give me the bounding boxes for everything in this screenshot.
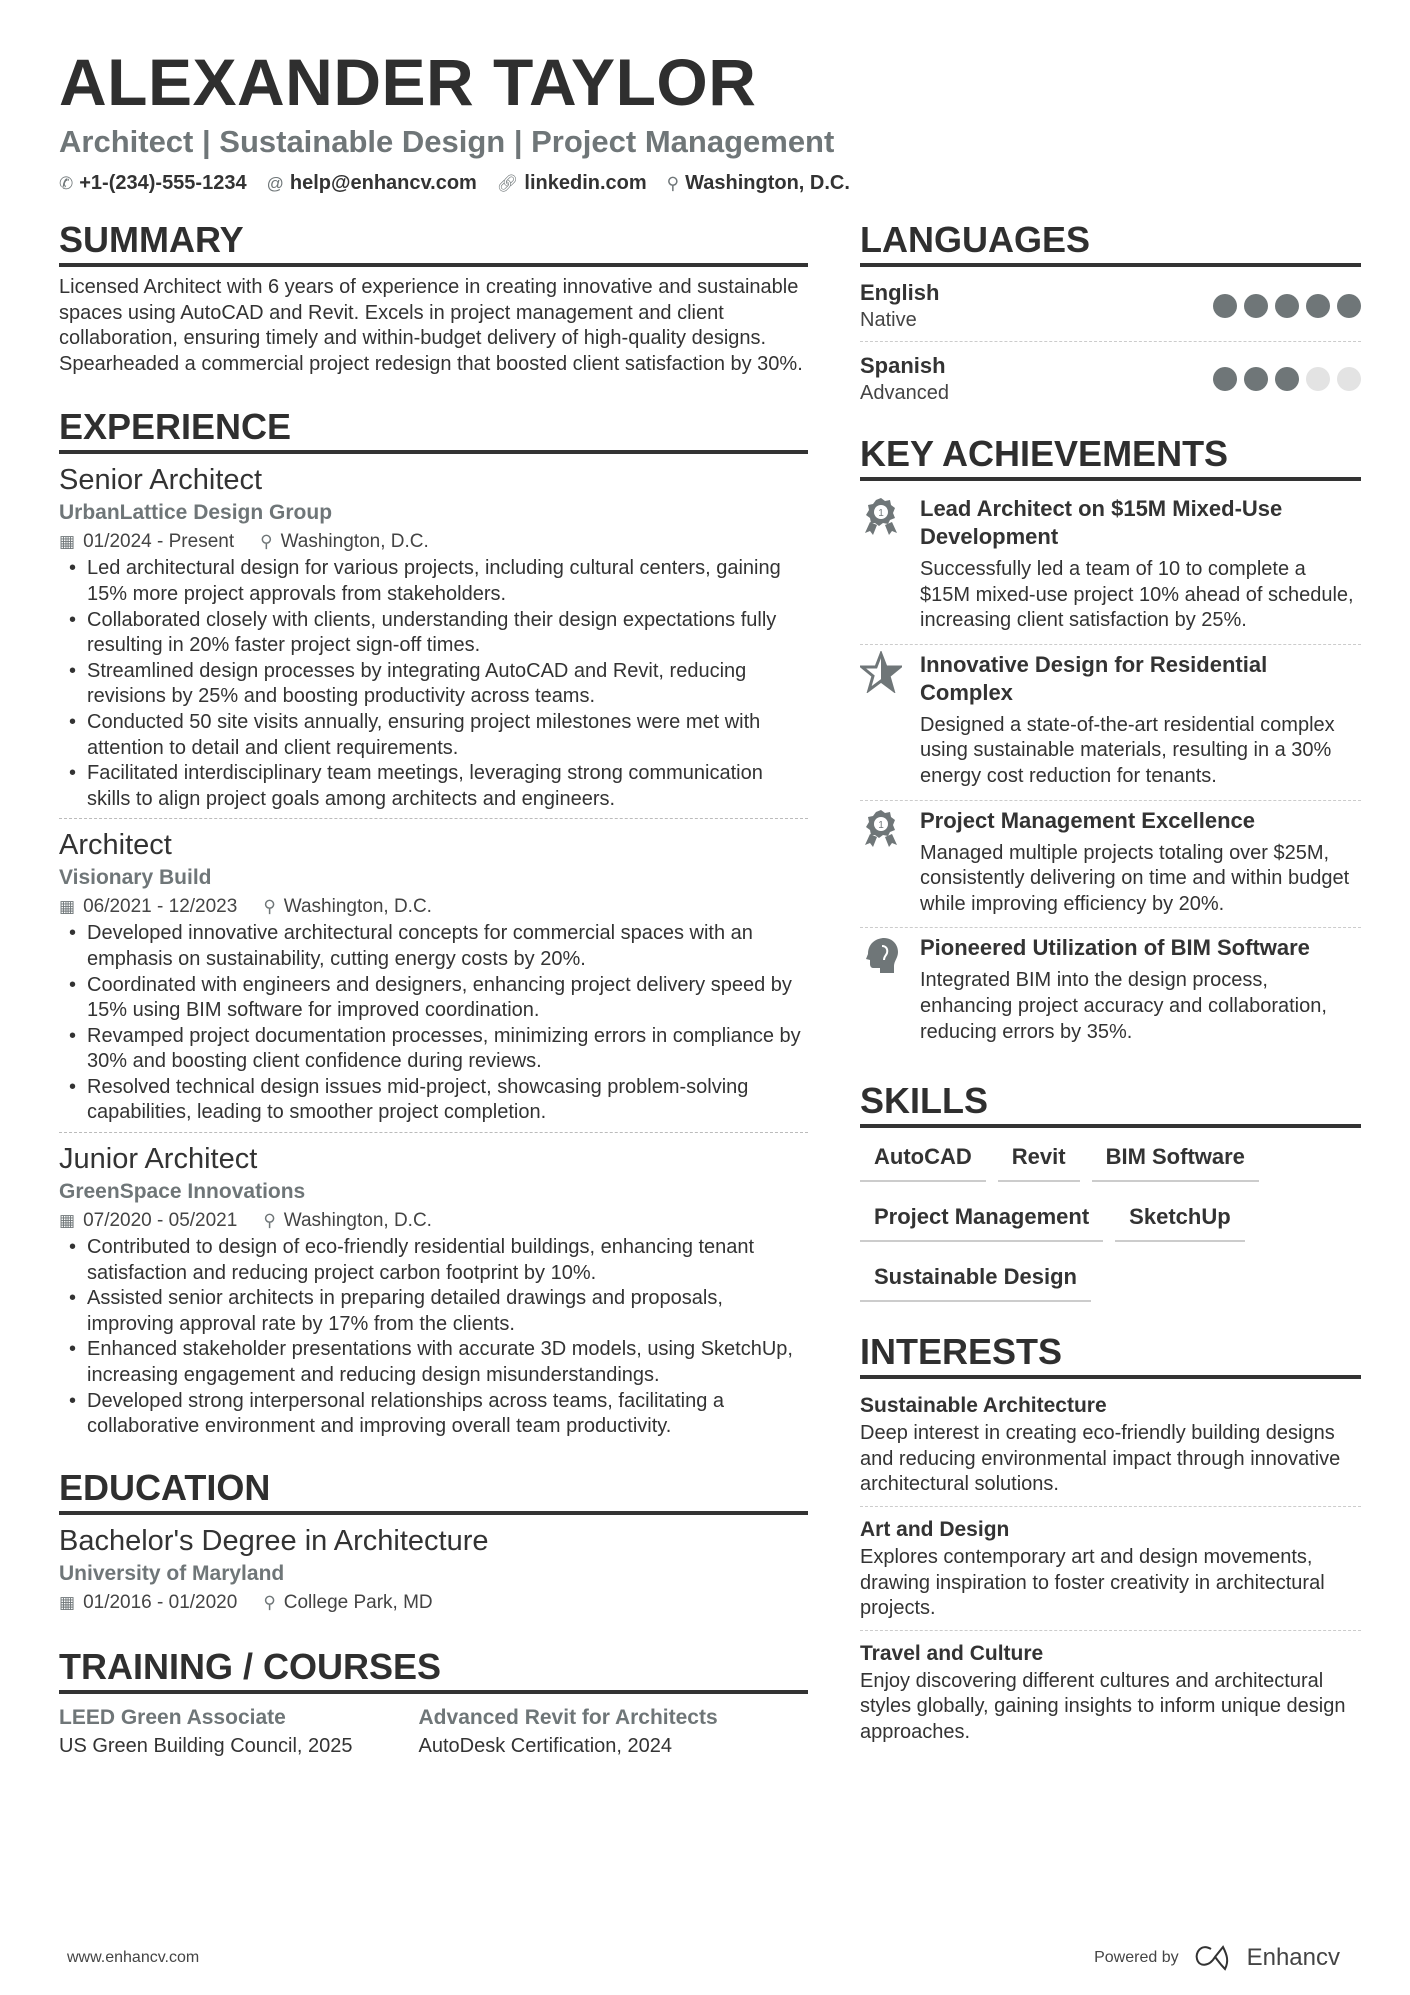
- language-name: Spanish: [860, 353, 946, 378]
- location-icon: ⚲: [263, 897, 276, 917]
- phone-icon: ✆: [59, 173, 74, 193]
- skill-tag: Revit: [998, 1136, 1080, 1182]
- interest-title: Art and Design: [860, 1517, 1010, 1541]
- course-item: [59, 1702, 353, 1760]
- interest-text: Deep interest in creating eco-friendly building designs and reducing environmental impact through innovative architectural solutions.: [860, 1422, 1341, 1496]
- rating-dot: [1244, 294, 1268, 318]
- experience-section: [59, 405, 808, 1445]
- job-title: Architect: [59, 829, 172, 862]
- location-icon: ⚲: [666, 173, 680, 193]
- training-section: [59, 1645, 808, 1760]
- job-bullets: [59, 556, 808, 812]
- brand-name: Enhancv: [1246, 1944, 1340, 1971]
- achievement-text: Designed a state-of-the-art residential complex using sustainable materials, resulting in a 30% energy cost reduction for tenants.: [920, 713, 1335, 787]
- left-column: [59, 218, 808, 1787]
- section-heading: SUMMARY: [59, 218, 808, 267]
- section-heading: KEY ACHIEVEMENTS: [860, 432, 1361, 481]
- footer: [67, 1944, 1340, 1972]
- contact-list: [59, 172, 850, 195]
- job-bullet: • Led architectural design for various projects, including cultural centers, gaining 15% more project approvals from stakeholders.: [59, 556, 808, 607]
- company-name: UrbanLattice Design Group: [59, 501, 333, 525]
- interest-item: [860, 1511, 1361, 1631]
- achievement-title: Innovative Design for Residential Complex: [920, 651, 1268, 705]
- interest-text: Enjoy discovering different cultures and architectural styles globally, gaining insights to inform unique design approaches.: [860, 1669, 1346, 1743]
- award-icon: [860, 495, 902, 634]
- candidate-title: Architect | Sustainable Design | Project Management: [59, 124, 835, 159]
- skill-tag: Project Management: [860, 1196, 1103, 1242]
- contact-phone: [59, 172, 247, 195]
- job-bullets: [59, 921, 808, 1126]
- rating-dot: [1275, 294, 1299, 318]
- job-dates: 07/2020 - 05/2021: [83, 1210, 238, 1232]
- degree: Bachelor's Degree in Architecture: [59, 1524, 489, 1557]
- interest-title: Sustainable Architecture: [860, 1394, 1107, 1418]
- achievement-item: [860, 801, 1361, 929]
- language-level: Advanced: [860, 382, 949, 404]
- achievement-text: Integrated BIM into the design process, enhancing project accuracy and collaboration, reducing errors by 35%.: [920, 969, 1327, 1043]
- job-bullet: • Developed strong interpersonal relationships across teams, facilitating a collaborative environment and improving overall team productivity.: [59, 1389, 808, 1440]
- skill-tag: AutoCAD: [860, 1136, 986, 1182]
- job-meta: [59, 1207, 808, 1235]
- job-bullet: • Streamlined design processes by integrating AutoCAD and Revit, reducing revisions by 25% and boosting productivity across teams.: [59, 659, 808, 710]
- education-location: College Park, MD: [283, 1591, 433, 1613]
- right-column: [860, 218, 1361, 1781]
- course-detail: AutoDesk Certification, 2024: [418, 1734, 672, 1757]
- language-name: English: [860, 280, 940, 305]
- job-bullet: • Coordinated with engineers and designers, enhancing project delivery speed by 15% using BIM software for improved coordination.: [59, 973, 808, 1024]
- rating-dot: [1337, 367, 1361, 391]
- resume-header: [59, 44, 850, 195]
- job-bullet: • Enhanced stakeholder presentations with accurate 3D models, using SketchUp, increasing engagement and reducing design misunderstandings.: [59, 1337, 808, 1388]
- email-text[interactable]: help@enhancv.com: [289, 172, 477, 194]
- interest-item: [860, 1635, 1361, 1754]
- job-dates: 06/2021 - 12/2023: [83, 896, 238, 918]
- achievement-text: Managed multiple projects totaling over $25M, consistently delivering on time and within budget while improving efficiency by 20%.: [920, 841, 1350, 915]
- education-dates: 01/2016 - 01/2020: [83, 1591, 238, 1613]
- interest-text: Explores contemporary art and design movements, drawing inspiration to foster creativity in architectural projects.: [860, 1545, 1325, 1620]
- powered-by-label: Powered by: [1094, 1949, 1179, 1966]
- language-rating: [1213, 367, 1361, 391]
- rating-dot: [1306, 367, 1330, 391]
- skill-tag: SketchUp: [1115, 1196, 1244, 1242]
- job-bullet: • Conducted 50 site visits annually, ensuring project milestones were met with attention to detail and client requirements.: [59, 710, 808, 761]
- rating-dot: [1306, 294, 1330, 318]
- rating-dot: [1275, 367, 1299, 391]
- interests-section: [860, 1330, 1361, 1753]
- summary-text: Licensed Architect with 6 years of experience in creating innovative and sustainable spaces using AutoCAD and Revit. Excels in project management and client collaboration, ensuring timely and within-budget delivery of high-quality designs. Spearheaded a commercial project redesign that boosted client satisfaction by 30%.: [59, 276, 803, 375]
- phone-text: +1-(234)-555-1234: [79, 172, 247, 194]
- contact-email[interactable]: [267, 172, 477, 195]
- rating-dot: [1244, 367, 1268, 391]
- job-bullet: • Collaborated closely with clients, understanding their design expectations fully resulting in 20% faster project sign-off times.: [59, 608, 808, 659]
- contact-link[interactable]: [497, 172, 647, 195]
- job-title: Senior Architect: [59, 464, 263, 497]
- education-meta: [59, 1589, 808, 1617]
- enhancv-logo[interactable]: [1193, 1944, 1340, 1972]
- job-bullet: • Facilitated interdisciplinary team meetings, leveraging strong communication skills to align project goals among architects and engineers.: [59, 761, 808, 812]
- achievement-text: Successfully led a team of 10 to complete a $15M mixed-use project 10% ahead of schedule, increasing client satisfaction by 25%.: [920, 558, 1354, 632]
- course-title: LEED Green Associate: [59, 1705, 286, 1729]
- job-entry: [59, 1141, 808, 1446]
- calendar-icon: ▦: [59, 1592, 76, 1612]
- job-bullet: • Developed innovative architectural concepts for commercial spaces with an emphasis on sustainability, cutting energy costs by 20%.: [59, 921, 808, 972]
- candidate-name: ALEXANDER TAYLOR: [59, 45, 757, 119]
- interest-item: [860, 1387, 1361, 1507]
- course-detail: US Green Building Council, 2025: [59, 1734, 353, 1757]
- job-title: Junior Architect: [59, 1143, 258, 1176]
- at-icon: @: [266, 173, 284, 193]
- job-bullet: • Contributed to design of eco-friendly residential buildings, enhancing tenant satisfaction and reducing project carbon footprint by 10%.: [59, 1235, 808, 1286]
- location-icon: ⚲: [263, 1592, 276, 1612]
- achievement-item: [860, 645, 1361, 801]
- course-title: Advanced Revit for Architects: [418, 1705, 718, 1729]
- achievement-item: [860, 928, 1361, 1055]
- languages-section: [860, 218, 1361, 414]
- job-location: Washington, D.C.: [280, 531, 429, 553]
- link-icon: 🔗︎: [496, 173, 519, 193]
- location-icon: ⚲: [263, 1211, 276, 1231]
- section-heading: EDUCATION: [59, 1466, 808, 1515]
- achievement-title: Pioneered Utilization of BIM Software: [920, 935, 1310, 961]
- section-heading: EXPERIENCE: [59, 405, 808, 454]
- section-heading: TRAINING / COURSES: [59, 1645, 808, 1694]
- job-meta: [59, 528, 808, 556]
- skill-tag: BIM Software: [1092, 1136, 1259, 1182]
- achievement-title: Lead Architect on $15M Mixed-Use Development: [920, 496, 1283, 549]
- rating-dot: [1213, 294, 1237, 318]
- language-item: [860, 275, 1361, 342]
- job-location: Washington, D.C.: [283, 896, 432, 918]
- svg-text:1: 1: [878, 819, 884, 831]
- job-bullets: [59, 1235, 808, 1440]
- language-rating: [1213, 294, 1361, 318]
- linkedin-text[interactable]: linkedin.com: [524, 172, 647, 194]
- job-meta: [59, 893, 808, 921]
- company-name: GreenSpace Innovations: [59, 1180, 306, 1204]
- achievement-item: [860, 489, 1361, 645]
- job-bullet: • Resolved technical design issues mid-project, showcasing problem-solving capabilities, leading to smoother project completion.: [59, 1075, 808, 1126]
- job-entry: [59, 827, 808, 1133]
- school: University of Maryland: [59, 1561, 285, 1585]
- svg-text:1: 1: [878, 508, 884, 519]
- language-level: Native: [860, 309, 917, 331]
- job-bullet: • Assisted senior architects in preparing detailed drawings and proposals, improving approval rate by 17% from the clients.: [59, 1286, 808, 1337]
- company-name: Visionary Build: [59, 866, 212, 890]
- interest-title: Travel and Culture: [860, 1641, 1044, 1665]
- achievements-section: [860, 432, 1361, 1055]
- section-heading: LANGUAGES: [860, 218, 1361, 267]
- job-entry: [59, 462, 808, 819]
- contact-location: [667, 172, 850, 195]
- job-dates: 01/2024 - Present: [83, 531, 235, 553]
- star-icon: [860, 651, 902, 790]
- skill-tag: Sustainable Design: [860, 1256, 1091, 1302]
- rating-dot: [1213, 367, 1237, 391]
- job-location: Washington, D.C.: [283, 1210, 432, 1232]
- achievement-title: Project Management Excellence: [920, 807, 1256, 833]
- award-icon: [860, 807, 902, 918]
- course-item: [419, 1702, 718, 1760]
- job-bullet: • Revamped project documentation processes, minimizing errors in compliance by 30% and boosting client confidence during reviews.: [59, 1024, 808, 1075]
- language-item: [860, 348, 1361, 414]
- education-section: [59, 1466, 808, 1617]
- calendar-icon: ▦: [59, 897, 76, 917]
- skills-section: [860, 1079, 1361, 1316]
- summary-section: [59, 218, 808, 377]
- section-heading: INTERESTS: [860, 1330, 1361, 1379]
- footer-website[interactable]: www.enhancv.com: [67, 1949, 200, 1966]
- calendar-icon: ▦: [59, 1211, 76, 1231]
- location-icon: ⚲: [260, 532, 273, 552]
- enhancv-logo-icon: [1193, 1945, 1239, 1971]
- calendar-icon: ▦: [59, 532, 76, 552]
- section-heading: SKILLS: [860, 1079, 1361, 1128]
- rating-dot: [1337, 294, 1361, 318]
- location-text: Washington, D.C.: [685, 172, 850, 194]
- head-icon: [860, 934, 902, 1045]
